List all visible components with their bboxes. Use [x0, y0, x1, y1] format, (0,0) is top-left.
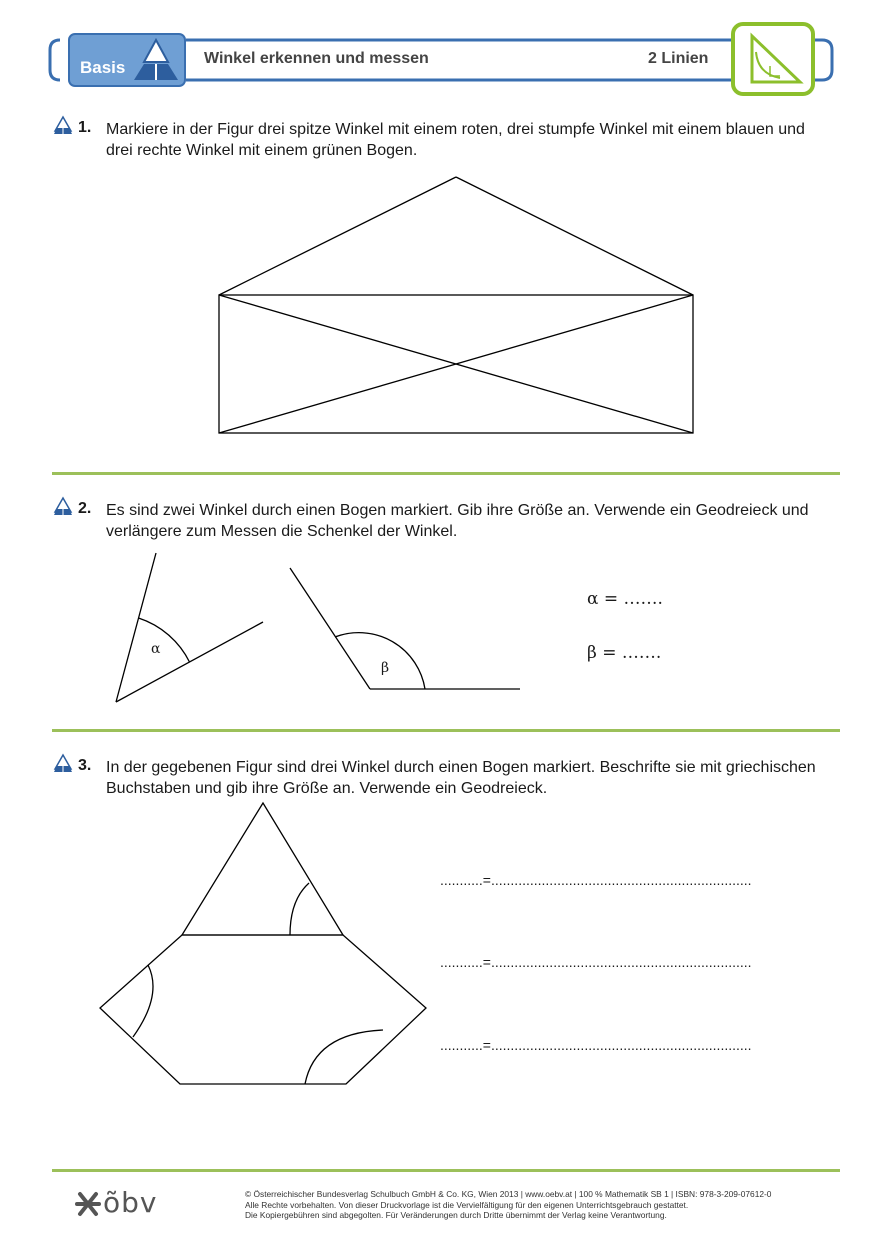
answer-alpha[interactable]: α = ……. — [587, 589, 663, 609]
copyright-line-2: Alle Rechte vorbehalten. Von dieser Druckvorlage ist die Vervielfältigung für den eigenen Unterrichtsgebrauch gestattet. — [245, 1199, 689, 1210]
copyright-notice — [245, 1189, 845, 1221]
answer-line-1[interactable]: ...........=................................................................... — [440, 872, 752, 888]
answer-line-3[interactable]: ...........=................................................................... — [440, 1037, 752, 1053]
answer-line-2[interactable]: ...........=................................................................... — [440, 954, 752, 970]
angle-label-alpha: α — [151, 641, 161, 657]
copyright-line-3: Die Kopiergebühren sind abgegolten. Für Veränderungen durch Dritte übernimmt der Verlag keine Verantwortung. — [245, 1210, 667, 1220]
task-3-text: In der gegebenen Figur sind drei Winkel durch einen Bogen markiert. Beschrifte sie mit griechischen Buchstaben und gib ihre Größe an. Verwende ein Geodreieck. — [106, 759, 816, 797]
chapter-label: 2 Linien — [648, 50, 709, 67]
task-3-number: 3. — [78, 757, 92, 774]
task-2-number: 2. — [78, 500, 92, 517]
angle-label-beta: β — [381, 660, 390, 676]
task-1-text: Markiere in der Figur drei spitze Winkel mit einem roten, drei stumpfe Winkel mit einem blauen und drei rechte Winkel mit einem grünen Bogen. — [106, 121, 805, 159]
task-1-number: 1. — [78, 119, 92, 136]
obv-logo-icon — [77, 1194, 99, 1214]
page-title: Winkel erkennen und messen — [204, 50, 429, 67]
task-2-text: Es sind zwei Winkel durch einen Bogen markiert. Gib ihre Größe an. Verwende ein Geodreieck und verlängere zum Messen die Schenkel der Winkel. — [106, 502, 809, 540]
copyright-line-1: © Österreichischer Bundesverlag Schulbuch GmbH & Co. KG, Wien 2013 | www.oebv.at | 100 % Mathematik SB 1 | ISBN: 978-3-209-07612-0 — [245, 1189, 772, 1199]
answer-beta[interactable]: β = ……. — [587, 643, 662, 663]
publisher-logo: õbv — [103, 1186, 158, 1219]
basis-badge-label: Basis — [80, 58, 126, 77]
